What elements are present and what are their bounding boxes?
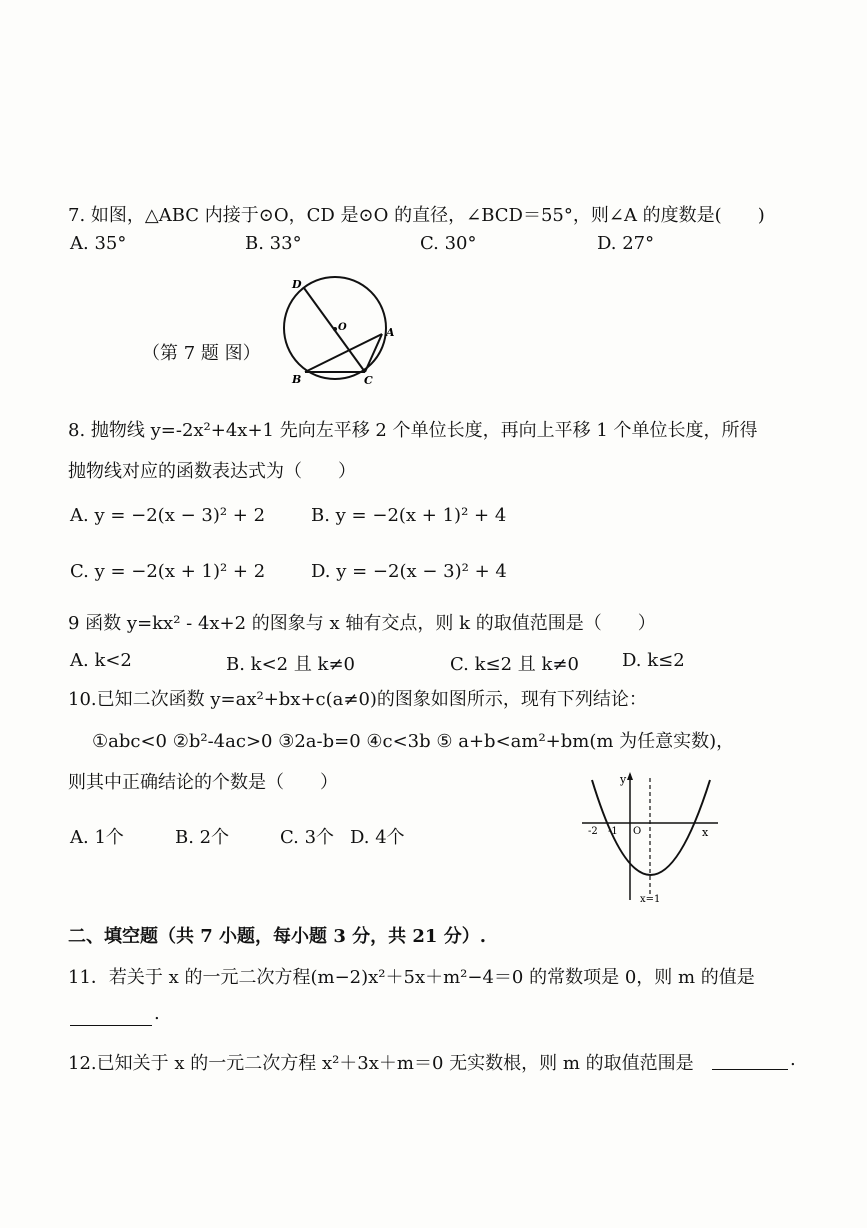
y-axis-arrow (627, 772, 633, 780)
q7-stem: 7. 如图，△ABC 内接于⊙O，CD 是⊙O 的直径，∠BCD＝55°，则∠A 的度数是( ) (68, 205, 765, 226)
q7-figure-caption: （第 7 题 图） (142, 343, 261, 364)
q8-option-b: B. y = −2(x + 1)² + 4 (311, 505, 507, 526)
point-d-label: D (292, 278, 302, 291)
q7-option-a: A. 35° (70, 233, 127, 254)
q9-option-d: D. k≤2 (622, 650, 685, 671)
q8-stem-line1: 8. 抛物线 y=-2x²+4x+1 先向左平移 2 个单位长度，再向上平移 1 个单位长度，所得 (68, 420, 758, 441)
q11-end-mark: . (154, 1003, 160, 1024)
center-dot (333, 327, 337, 331)
q10-option-a: A. 1个 (70, 827, 124, 848)
point-o-label: O (338, 322, 347, 333)
q9-option-a: A. k<2 (70, 650, 132, 671)
q7-option-c: C. 30° (420, 233, 477, 254)
q12-end-mark: . (790, 1049, 796, 1070)
q10-stem: 10.已知二次函数 y=ax²+bx+c(a≠0)的图象如图所示，现有下列结论： (68, 689, 647, 710)
point-b-label: B (292, 373, 302, 386)
q8-stem-line2: 抛物线对应的函数表达式为（ ） (68, 461, 356, 482)
q12-stem: 12.已知关于 x 的一元二次方程 x²＋3x＋m＝0 无实数根，则 m 的取值范围是 (68, 1053, 694, 1074)
q8-option-c: C. y = −2(x + 1)² + 2 (70, 561, 266, 582)
q10-question: 则其中正确结论的个数是（ ） (68, 772, 338, 793)
axis-label: x=1 (640, 894, 661, 904)
tick-neg2: -2 (588, 826, 598, 837)
q9-stem: 9 函数 y=kx² - 4x+2 的图象与 x 轴有交点，则 k 的取值范围是（ ） (68, 613, 656, 634)
q7-option-b: B. 33° (245, 233, 302, 254)
q11-answer-blank[interactable] (70, 1005, 152, 1026)
q7-circle-figure (278, 272, 408, 390)
q10-conclusions: ①abc<0 ②b²-4ac>0 ③2a-b=0 ④c<3b ⑤ a+b<am²+bm(m 为任意实数)， (92, 731, 735, 752)
y-label: y (620, 773, 627, 786)
point-c-label: C (364, 374, 373, 387)
q10-parabola-graph (578, 770, 728, 904)
chord-ba (305, 334, 382, 372)
tick-neg1: -1 (608, 826, 618, 837)
q11-stem: 11．若关于 x 的一元二次方程(m−2)x²＋5x＋m²−4＝0 的常数项是 0，则 m 的值是 (68, 967, 755, 988)
q10-option-c: C. 3个 (280, 827, 335, 848)
x-label: x (702, 826, 709, 839)
q12-answer-blank[interactable] (712, 1049, 788, 1070)
origin-label: O (633, 826, 642, 837)
q10-option-d: D. 4个 (350, 827, 405, 848)
q8-option-d: D. y = −2(x − 3)² + 4 (311, 561, 507, 582)
q7-option-d: D. 27° (597, 233, 655, 254)
point-a-label: A (386, 326, 395, 339)
q9-option-c: C. k≤2 且 k≠0 (450, 654, 579, 675)
q9-option-b: B. k<2 且 k≠0 (226, 654, 355, 675)
q10-option-b: B. 2个 (175, 827, 230, 848)
section2-title: 二、填空题（共 7 小题，每小题 3 分，共 21 分）. (68, 926, 486, 947)
q8-option-a: A. y = −2(x − 3)² + 2 (70, 505, 266, 526)
